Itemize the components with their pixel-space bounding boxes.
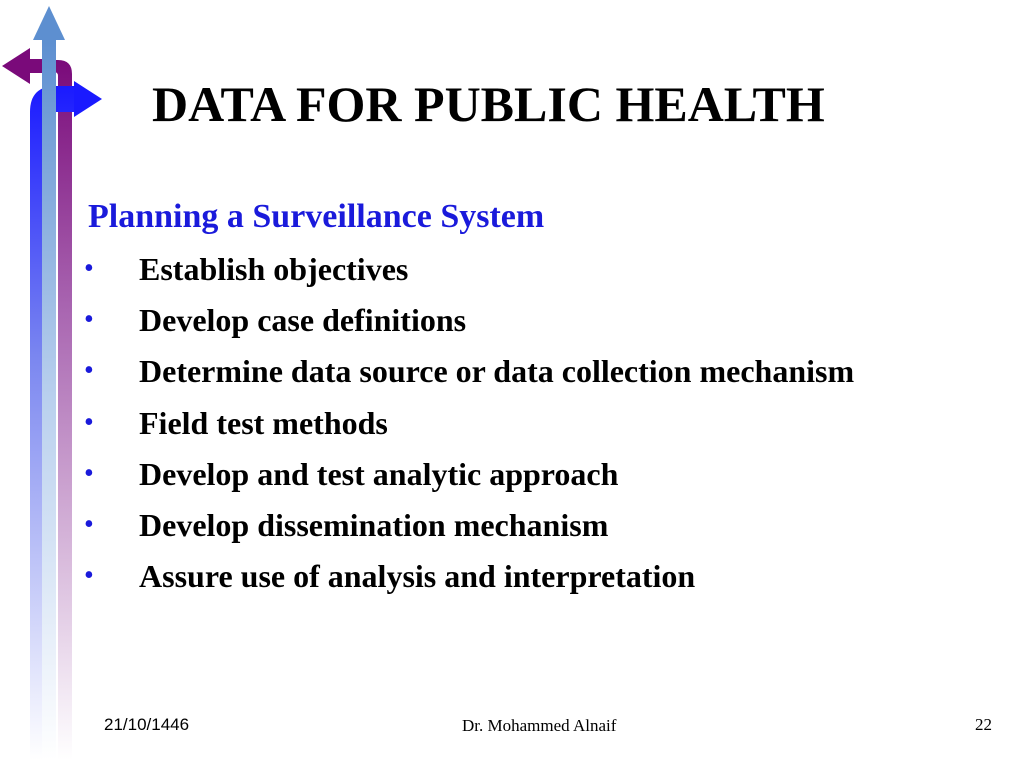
bullet-dot: • — [84, 355, 94, 387]
slide-subtitle: Planning a Surveillance System — [88, 198, 545, 235]
bullet-text: Develop case definitions — [139, 302, 467, 339]
bullet-item — [0, 402, 960, 453]
bullet-dot: • — [84, 253, 94, 284]
bullet-item — [0, 555, 960, 606]
bullet-dot: • — [84, 508, 94, 540]
bullet-item — [0, 453, 960, 504]
bullet-text: Establish objectives — [139, 251, 409, 287]
bullet-text: Develop dissemination mechanism — [139, 506, 609, 543]
bullet-item — [0, 350, 960, 401]
bullet-dot: • — [84, 406, 94, 438]
bullet-dot: • — [84, 560, 94, 592]
bullet-dot: • — [84, 304, 94, 336]
footer-author: Dr. Mohammed Alnaif — [462, 716, 617, 735]
slide-title: DATA FOR PUBLIC HEALTH — [152, 76, 825, 132]
bullet-dot: • — [84, 457, 94, 489]
page-number: 22 — [975, 715, 992, 734]
footer-date: 21/10/1446 — [104, 715, 190, 734]
bullet-text: Field test methods — [139, 404, 388, 441]
bullet-item — [0, 248, 960, 299]
bullet-item — [0, 299, 960, 350]
bullet-item — [0, 504, 960, 555]
bullet-text: Develop and test analytic approach — [139, 455, 619, 492]
bullet-text: Assure use of analysis and interpretation — [139, 558, 696, 595]
bullet-text: Determine data source or data collection mechanism — [139, 353, 855, 390]
bullet-list — [0, 248, 960, 606]
